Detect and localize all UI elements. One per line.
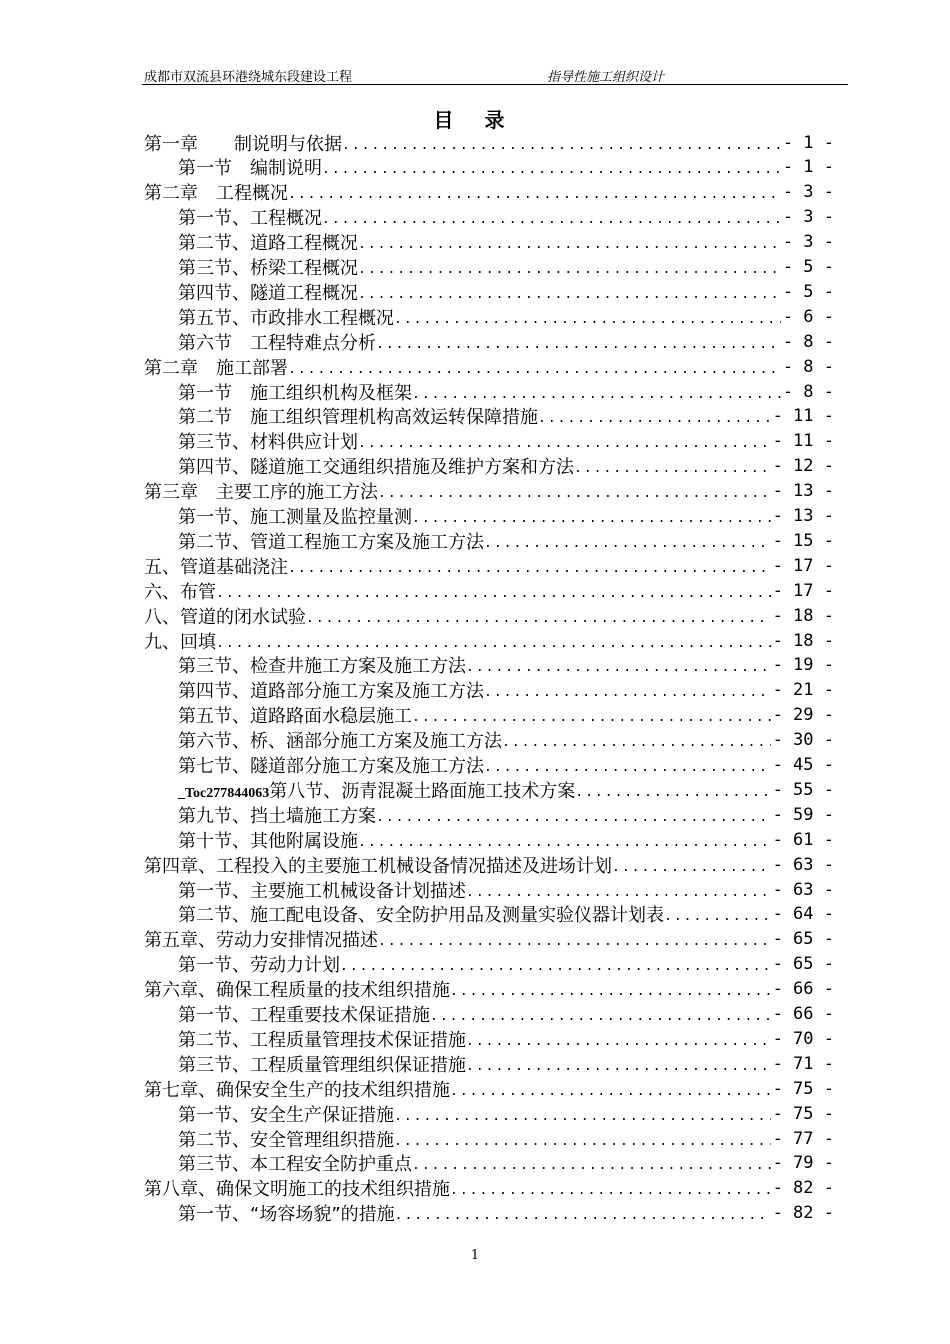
toc-entry-title	[178, 403, 538, 429]
toc-entry-title	[144, 628, 216, 654]
toc-page-number: - 3 -	[782, 207, 834, 228]
toc-entry-text: 第八章、确保文明施工的技术组织措施	[144, 1179, 450, 1201]
toc-dot-leader	[358, 436, 771, 451]
toc-entry-text: 第六节 工程特难点分析	[178, 332, 376, 354]
toc-entry-text: 第五节、市政排水工程概况	[178, 307, 394, 329]
toc-entry-title	[178, 1200, 395, 1226]
toc-page-number: - 18 -	[772, 605, 834, 626]
toc-entry[interactable]	[144, 1076, 834, 1101]
toc-entry[interactable]	[144, 852, 834, 877]
toc-entry-title	[178, 677, 484, 703]
toc-page-number: - 63 -	[772, 854, 834, 875]
toc-entry[interactable]	[144, 304, 834, 329]
toc-page-number: - 75 -	[772, 1103, 834, 1124]
toc-page-number: - 70 -	[772, 1028, 834, 1049]
toc-dot-leader	[466, 1059, 771, 1074]
toc-entry-text: 第二节、道路工程概况	[178, 233, 358, 255]
toc-bookmark-code: _Toc277844063	[178, 785, 270, 801]
toc-entry[interactable]	[144, 255, 834, 280]
toc-entry-title	[144, 478, 378, 504]
toc-entry[interactable]	[144, 553, 834, 578]
toc-entry[interactable]	[144, 877, 834, 902]
toc-dot-leader	[466, 885, 771, 900]
toc-page-number: - 64 -	[772, 904, 834, 925]
toc-entry[interactable]	[144, 1002, 834, 1027]
toc-entry-text: 第三节、桥梁工程概况	[178, 258, 358, 279]
toc-entry-title	[178, 503, 412, 529]
toc-entry[interactable]	[144, 678, 834, 703]
toc-entry[interactable]	[144, 1151, 834, 1176]
toc-entry-title	[178, 951, 340, 977]
toc-entry-title	[178, 901, 664, 927]
toc-entry-title	[178, 154, 322, 180]
toc-entry-title	[144, 976, 450, 1002]
toc-title: 目 录	[433, 108, 517, 132]
toc-dot-leader	[306, 611, 771, 626]
toc-page-number: - 65 -	[772, 929, 834, 950]
toc-dot-leader	[450, 1183, 771, 1198]
toc-entry-text: 第二节、施工配电设备、安全防护用品及测量实验仪器计划表	[178, 905, 664, 927]
toc-entry-title	[178, 752, 484, 778]
toc-entry[interactable]	[144, 130, 834, 155]
toc-entry-title	[178, 777, 575, 803]
toc-entry-text: 五、管道基础浇注	[144, 556, 288, 578]
toc-entry[interactable]	[144, 653, 834, 678]
toc-page-number: - 55 -	[772, 779, 834, 800]
toc-entry[interactable]	[144, 603, 834, 628]
toc-entry-title	[178, 379, 412, 405]
toc-entry[interactable]	[144, 429, 834, 454]
toc-entry-title	[178, 702, 412, 728]
toc-page-number: - 21 -	[772, 680, 834, 701]
toc-dot-leader	[358, 237, 781, 252]
toc-entry-text: 第六节、桥、涵部分施工方案及施工方法	[178, 731, 502, 753]
page-header	[142, 64, 848, 85]
toc-entry-title	[144, 179, 288, 205]
toc-page-number: - 1 -	[782, 132, 834, 153]
toc-entry-title	[144, 1175, 450, 1201]
toc-page-number: - 17 -	[772, 555, 834, 576]
toc-page-number: - 66 -	[772, 1004, 834, 1024]
toc-dot-leader	[412, 387, 781, 402]
toc-entry-title	[178, 528, 484, 554]
toc-entry[interactable]	[144, 479, 834, 504]
toc-page-number: - 77 -	[772, 1128, 834, 1149]
toc-entry-title	[178, 1001, 430, 1027]
page-number: 1	[470, 1248, 480, 1263]
toc-entry[interactable]	[144, 379, 834, 404]
toc-dot-leader	[394, 1109, 771, 1124]
toc-entry-text: 第二章 施工部署	[144, 357, 288, 379]
toc-dot-leader	[216, 586, 771, 601]
toc-dot-leader	[376, 810, 771, 825]
toc-entry-text: 六、布管	[144, 581, 216, 603]
toc-entry-text: 第四节、道路部分施工方案及施工方法	[178, 681, 484, 703]
toc-dot-leader	[358, 287, 781, 302]
toc-entry[interactable]	[144, 902, 834, 927]
toc-entry-title	[144, 354, 288, 380]
toc-entry-text: 第四章、工程投入的主要施工机械设备情况描述及进场计划	[144, 855, 612, 877]
toc-entry-text: 第五章、劳动力安排情况描述	[144, 930, 378, 952]
toc-entry-text: 第三节、本工程安全防护重点	[178, 1154, 412, 1176]
toc-entry-text: 第九节、挡土墙施工方案	[178, 805, 376, 827]
toc-page-number: - 8 -	[782, 381, 834, 402]
toc-dot-leader	[484, 536, 771, 551]
toc-entry-title	[178, 1101, 394, 1127]
toc-entry-title	[144, 578, 216, 604]
toc-dot-leader	[575, 785, 770, 800]
toc-page-number: - 13 -	[772, 481, 834, 502]
toc-entry-title	[144, 130, 342, 156]
toc-page-number: - 19 -	[772, 655, 834, 676]
toc-entry-title	[178, 428, 358, 454]
toc-page-number: - 65 -	[772, 954, 834, 975]
toc-entry[interactable]	[144, 404, 834, 429]
toc-dot-leader	[466, 1034, 771, 1049]
toc-entry[interactable]	[144, 1201, 834, 1226]
toc-entry[interactable]	[144, 329, 834, 354]
toc-entry[interactable]	[144, 728, 834, 753]
toc-page-number: - 13 -	[772, 506, 834, 526]
toc-entry-text: 第四节、隧道工程概况	[178, 282, 358, 304]
toc-entry-text: 第一节、施工测量及监控量测	[178, 507, 412, 528]
toc-page-number: - 61 -	[772, 829, 834, 850]
toc-dot-leader	[288, 362, 781, 377]
toc-entry[interactable]	[144, 753, 834, 778]
toc-page-number: - 15 -	[772, 530, 834, 551]
toc-page-number: - 3 -	[782, 232, 834, 253]
toc-entry[interactable]	[144, 1126, 834, 1151]
toc-dot-leader	[378, 486, 771, 501]
toc-entry-text: 第三节、工程质量管理组织保证措施	[178, 1054, 466, 1076]
toc-entry-title	[178, 229, 358, 255]
toc-entry[interactable]	[144, 703, 834, 728]
toc-dot-leader	[340, 959, 771, 974]
toc-entry-text: 第七节、隧道部分施工方案及施工方法	[178, 756, 484, 777]
toc-entry[interactable]	[144, 230, 834, 255]
toc-entry-text: 第四节、隧道施工交通组织措施及维护方案和方法	[178, 457, 574, 479]
toc-entry[interactable]	[144, 528, 834, 553]
toc-entry[interactable]	[144, 1101, 834, 1126]
toc-entry[interactable]	[144, 454, 834, 479]
toc-page-number: - 82 -	[772, 1178, 834, 1199]
toc-dot-leader	[450, 984, 771, 999]
toc-dot-leader	[376, 337, 781, 352]
toc-entry[interactable]	[144, 205, 834, 230]
header-project-name: 成都市双流县环港绕城东段建设工程	[144, 70, 353, 85]
toc-entry-text: 第三节、检查井施工方案及施工方法	[178, 656, 466, 678]
toc-entry-text: 第十节、其他附属设施	[178, 830, 358, 852]
toc-entry[interactable]	[144, 504, 834, 529]
toc-entry-title	[178, 1026, 466, 1052]
toc-page-number: - 75 -	[772, 1078, 834, 1099]
toc-entry-text: 第二节、管道工程施工方案及施工方法	[178, 531, 484, 553]
toc-entry-title	[144, 1076, 450, 1102]
toc-entry-title	[178, 877, 466, 903]
toc-dot-leader	[612, 860, 771, 875]
toc-entry[interactable]	[144, 777, 834, 802]
toc-dot-leader	[322, 162, 781, 177]
toc-entry-text: 八、管道的闭水试验	[144, 606, 306, 628]
toc-dot-leader	[394, 1134, 771, 1149]
toc-entry-text: 第一节、主要施工机械设备计划描述	[178, 880, 466, 902]
toc-page-number: - 11 -	[772, 431, 834, 452]
toc-page-number: - 5 -	[782, 281, 834, 302]
toc-page-number: - 8 -	[782, 356, 834, 377]
toc-entry[interactable]	[144, 354, 834, 379]
toc-entry-text: 第一节、劳动力计划	[178, 955, 340, 977]
toc-dot-leader	[574, 461, 771, 476]
toc-entry-text: 第一章 制说明与依据	[144, 133, 342, 155]
toc-dot-leader	[430, 1009, 771, 1024]
toc-entry[interactable]	[144, 578, 834, 603]
toc-entry[interactable]	[144, 1026, 834, 1051]
toc-entry[interactable]	[144, 279, 834, 304]
toc-entry-text: 第二章 工程概况	[144, 183, 288, 205]
toc-page-number: - 3 -	[782, 182, 834, 203]
toc-entry-text: 第一节 施工组织机构及框架	[178, 382, 412, 404]
toc-dot-leader	[358, 262, 781, 277]
toc-page-number: - 1 -	[782, 157, 834, 178]
toc-page-number: - 79 -	[772, 1153, 834, 1174]
toc-page-number: - 30 -	[772, 730, 834, 751]
toc-entry-title	[144, 553, 288, 579]
toc-entry[interactable]	[144, 180, 834, 205]
toc-entry[interactable]	[144, 1051, 834, 1076]
toc-entry-title	[178, 254, 358, 280]
toc-entry[interactable]	[144, 155, 834, 180]
toc-entry-text: 九、回填	[144, 631, 216, 653]
toc-entry-text: 第一节、“场容场貌”的措施	[178, 1204, 395, 1226]
toc-page-number: - 59 -	[772, 804, 834, 825]
toc-dot-leader	[502, 735, 771, 750]
toc-entry-text: 第二节 施工组织管理机构高效运转保障措施	[178, 407, 538, 429]
toc-entry-title	[178, 1150, 412, 1176]
toc-entry-title	[178, 1051, 466, 1077]
toc-dot-leader	[342, 138, 781, 153]
toc-page-number: - 6 -	[782, 306, 834, 327]
toc-entry-text: 第六章、确保工程质量的技术组织措施	[144, 980, 450, 1002]
toc-dot-leader	[484, 760, 771, 775]
toc-dot-leader	[395, 1208, 771, 1223]
toc-dot-leader	[378, 934, 771, 949]
toc-page-number: - 29 -	[772, 705, 834, 726]
toc-entry-text: 第一节、安全生产保证措施	[178, 1104, 394, 1126]
toc-entry-text: 第一节 编制说明	[178, 158, 322, 180]
toc-dot-leader	[322, 212, 781, 227]
toc-page-number: - 82 -	[772, 1203, 834, 1224]
toc-entry-title	[178, 827, 358, 853]
toc-dot-leader	[484, 685, 771, 700]
toc-entry-text: 第三节、材料供应计划	[178, 432, 358, 454]
toc-dot-leader	[216, 636, 771, 651]
toc-entry-title	[178, 304, 394, 330]
toc-entry[interactable]	[144, 802, 834, 827]
toc-entry-text: 第二节、安全管理组织措施	[178, 1129, 394, 1151]
toc-entry-title	[178, 204, 322, 230]
toc-dot-leader	[412, 710, 771, 725]
toc-entry-text: 第八节、沥青混凝土路面施工技术方案	[269, 780, 576, 802]
toc-dot-leader	[450, 1084, 771, 1099]
toc-entry[interactable]	[144, 952, 834, 977]
toc-dot-leader	[394, 312, 781, 327]
toc-entry-text: 第二节、工程质量管理技术保证措施	[178, 1029, 466, 1051]
toc-page-number: - 12 -	[772, 456, 834, 477]
toc-dot-leader	[538, 411, 771, 426]
toc-entry[interactable]	[144, 977, 834, 1002]
toc-page-number: - 71 -	[772, 1053, 834, 1074]
toc-entry[interactable]	[144, 628, 834, 653]
toc-dot-leader	[412, 1158, 771, 1173]
toc-entry-title	[144, 926, 378, 952]
toc-entry-title	[144, 852, 612, 878]
toc-entry[interactable]	[144, 827, 834, 852]
toc-entry-title	[178, 652, 466, 678]
toc-dot-leader	[288, 187, 781, 202]
toc-dot-leader	[288, 561, 771, 576]
toc-entry-text: 第五节、道路路面水稳层施工	[178, 706, 412, 728]
toc-entry-title	[178, 329, 376, 355]
toc-page-number: - 11 -	[772, 406, 834, 427]
toc-entry-text: 第七章、确保安全生产的技术组织措施	[144, 1079, 450, 1101]
toc-entry-title	[178, 1126, 394, 1152]
toc-entry-text: 第一节、工程重要技术保证措施	[178, 1005, 430, 1026]
toc-entry-text: 第一节、工程概况	[178, 208, 322, 230]
header-document-type: 指导性施工组织设计	[547, 70, 665, 85]
toc-page-number: - 66 -	[772, 979, 834, 1000]
toc-entry-title	[178, 727, 502, 753]
toc-entry-title	[144, 603, 306, 629]
toc-page-number: - 63 -	[772, 879, 834, 900]
toc-entry-title	[178, 453, 574, 479]
toc-entry-title	[178, 802, 376, 828]
toc-dot-leader	[358, 835, 771, 850]
toc-entry[interactable]	[144, 927, 834, 952]
toc-entry-text: 第三章 主要工序的施工方法	[144, 482, 378, 504]
toc-page-number: - 18 -	[772, 630, 834, 651]
toc-page-number: - 8 -	[782, 331, 834, 352]
toc-entry-title	[178, 279, 358, 305]
toc-page-number: - 17 -	[772, 580, 834, 601]
toc-dot-leader	[466, 660, 771, 675]
toc-dot-leader	[664, 909, 771, 924]
toc-page-number: - 45 -	[772, 755, 834, 775]
toc-page-number: - 5 -	[782, 257, 834, 277]
toc-entry[interactable]	[144, 1176, 834, 1201]
toc-dot-leader	[412, 511, 771, 526]
